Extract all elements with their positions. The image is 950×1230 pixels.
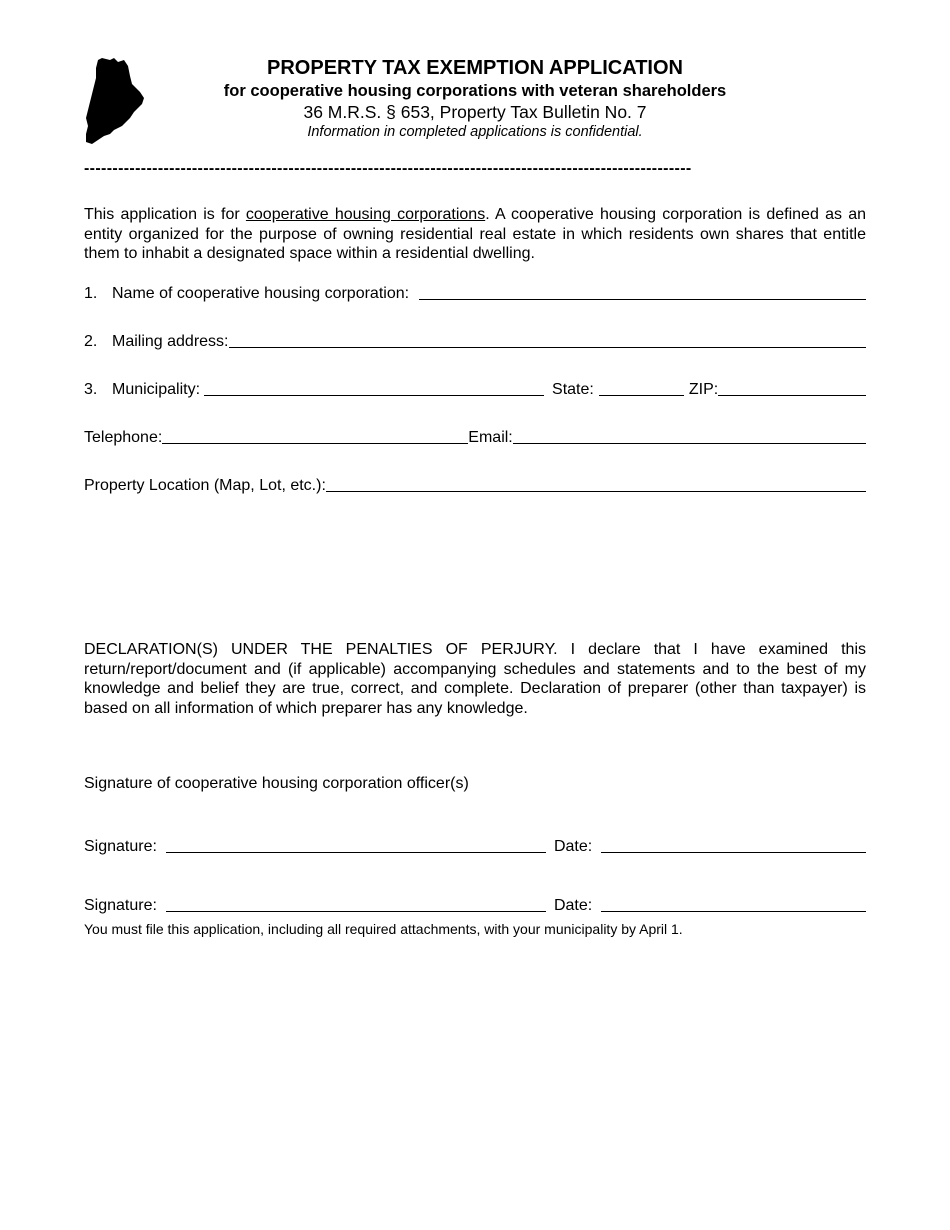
- municipality-label: Municipality:: [112, 381, 201, 398]
- intro-paragraph: [84, 205, 866, 264]
- statute-reference: 36 M.R.S. § 653, Property Tax Bulletin No. 7: [303, 102, 647, 122]
- date-label: Date:: [553, 838, 593, 855]
- form-title: PROPERTY TAX EXEMPTION APPLICATION: [267, 57, 683, 79]
- municipality-row: [84, 377, 866, 399]
- signature-label: Signature:: [84, 897, 157, 914]
- form-subtitle: for cooperative housing corporations with veteran shareholders: [223, 82, 727, 100]
- mailing-address-row: [84, 329, 866, 351]
- signature-section-heading: Signature of cooperative housing corporation officer(s): [84, 775, 469, 792]
- filing-deadline-note: You must file this application, including all required attachments, with your municipality by April 1.: [84, 921, 683, 937]
- field-number: 2.: [84, 333, 98, 350]
- state-label: State:: [552, 381, 594, 398]
- intro-underlined-term: cooperative housing corporations: [245, 206, 486, 223]
- confidentiality-note: Information in completed applications is confidential.: [307, 124, 643, 140]
- property-location-label: Property Location (Map, Lot, etc.):: [84, 477, 326, 494]
- email-field[interactable]: [513, 427, 866, 444]
- contact-row: [84, 425, 866, 447]
- telephone-label: Telephone:: [84, 429, 163, 446]
- signature-row-2: [84, 893, 866, 915]
- signature-label: Signature:: [84, 838, 157, 855]
- intro-prefix: This application is for: [84, 206, 246, 223]
- email-label: Email:: [468, 429, 513, 446]
- dashed-divider: -----------------------------------------------------------------------------------------------------------: [84, 160, 692, 177]
- signature-field-1[interactable]: [166, 836, 546, 853]
- date-field-1[interactable]: [601, 836, 866, 853]
- signature-row-1: [84, 834, 866, 856]
- municipality-field[interactable]: [204, 379, 544, 396]
- property-location-field[interactable]: [326, 475, 866, 492]
- zip-field[interactable]: [718, 379, 866, 396]
- date-label: Date:: [553, 897, 593, 914]
- date-field-2[interactable]: [601, 895, 866, 912]
- property-location-row: [84, 473, 866, 495]
- mailing-address-label: Mailing address:: [112, 333, 229, 350]
- zip-label: ZIP:: [688, 381, 719, 398]
- field-number: 3.: [84, 381, 98, 398]
- telephone-field[interactable]: [162, 427, 468, 444]
- intro-definition: . A cooperative housing corporation is defined as an entity organized for the purpose of owning residential real estate in which residents own shares that entitle them to inhabit a designated space within a residential dwelling.: [84, 206, 867, 262]
- mailing-address-field[interactable]: [229, 331, 867, 348]
- corp-name-label: Name of cooperative housing corporation:: [112, 285, 410, 302]
- perjury-declaration: DECLARATION(S) UNDER THE PENALTIES OF PERJURY. I declare that I have examined this return/report/document and (if applicable) accompanying schedules and statements and to the best of my knowledge and belief they are true, correct, and complete. Declaration of preparer (other than taxpayer) is based on all information of which preparer has any knowledge.: [84, 641, 866, 717]
- corp-name-field[interactable]: [419, 283, 866, 300]
- state-field[interactable]: [599, 379, 684, 396]
- field-number: 1.: [84, 285, 98, 302]
- signature-field-2[interactable]: [166, 895, 546, 912]
- corp-name-row: [84, 281, 866, 303]
